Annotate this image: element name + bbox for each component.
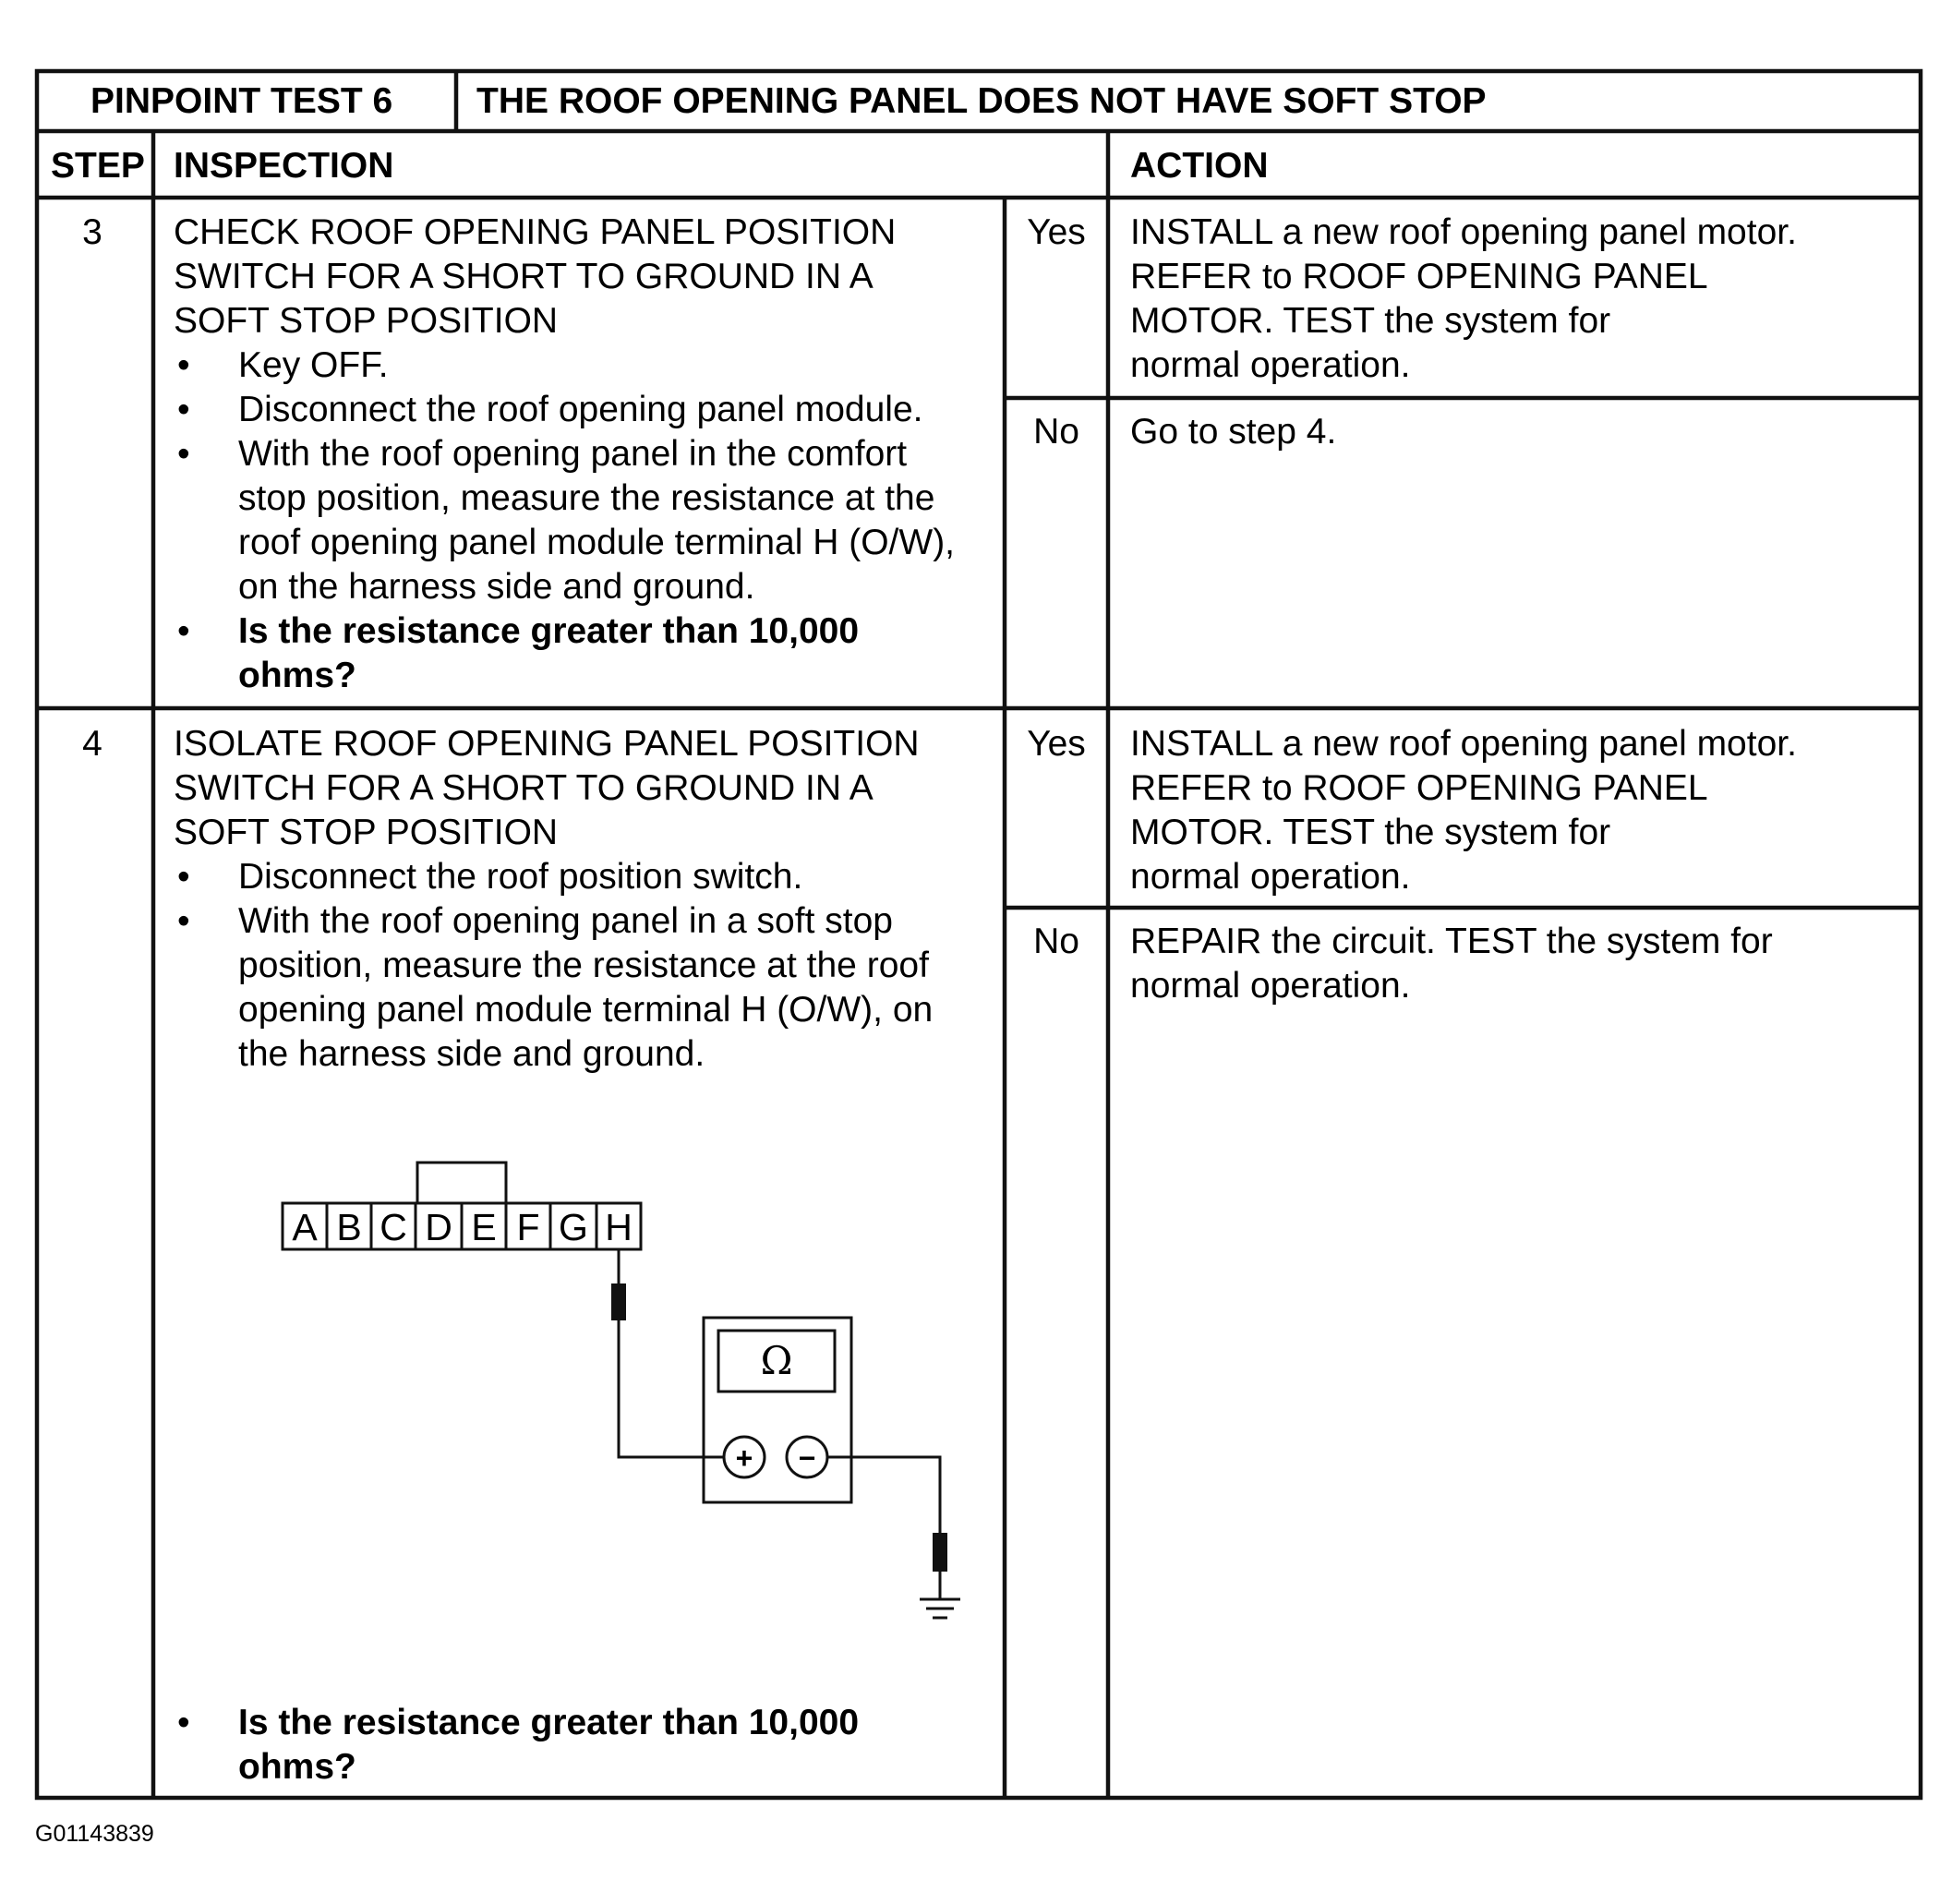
action-line: normal operation. [1130,966,1411,1006]
bullet-text: Disconnect the roof opening panel module. [238,390,923,429]
pin-g-label: G [559,1206,588,1248]
connector-pin-dividers [327,1203,596,1249]
pin-f-label: F [516,1206,540,1248]
bullet-dot: • [177,611,190,651]
answer-no: No [1033,412,1079,452]
bullet-dot: • [177,1703,190,1742]
step-title-line: CHECK ROOF OPENING PANEL POSITION [174,212,897,252]
bullet-dot: • [177,434,190,474]
step-title-line: SWITCH FOR A SHORT TO GROUND IN A [174,257,874,296]
bullet-text: opening panel module terminal H (O/W), on [238,990,934,1030]
bullet-text: stop position, measure the resistance at the [238,478,935,518]
bullet-text: position, measure the resistance at the roof [238,946,929,985]
action-line: INSTALL a new roof opening panel motor. [1130,724,1797,764]
step-3-row [82,212,1797,695]
connector-latch [417,1163,506,1203]
step-title-line: SOFT STOP POSITION [174,301,559,341]
action-line: MOTOR. TEST the system for [1130,301,1611,341]
step-title-line: SWITCH FOR A SHORT TO GROUND IN A [174,768,874,808]
ohm-icon: Ω [760,1338,793,1383]
action-line: REPAIR the circuit. TEST the system for [1130,922,1773,961]
bullet-text: With the roof opening panel in the comfort [238,434,908,474]
pin-b-label: B [336,1206,362,1248]
bullet-text: roof opening panel module terminal H (O/W), [238,523,956,562]
pin-h-label: H [605,1206,633,1248]
test-diagram [283,1163,960,1618]
lead-wire-positive [619,1320,724,1457]
bullet-text: Key OFF. [238,345,389,385]
step-number: 3 [82,212,102,252]
probe-tip-positive [611,1283,626,1320]
action-line: INSTALL a new roof opening panel motor. [1130,212,1797,252]
answer-yes: Yes [1027,212,1086,252]
question-text: Is the resistance greater than 10,000 [238,611,860,651]
step-title-line: ISOLATE ROOF OPENING PANEL POSITION [174,724,920,764]
answer-yes: Yes [1027,724,1086,764]
question-text: Is the resistance greater than 10,000 [238,1703,860,1742]
action-line: normal operation. [1130,857,1411,897]
probe-tip-negative [933,1533,947,1572]
action-line: REFER to ROOF OPENING PANEL [1130,768,1708,808]
bullet-dot: • [177,390,190,429]
column-action: ACTION [1130,146,1269,186]
step-number: 4 [82,724,102,764]
bullet-dot: • [177,345,190,385]
test-label: PINPOINT TEST 6 [90,81,393,121]
bullet-text: With the roof opening panel in a soft stop [238,901,893,941]
step-4-row [82,724,1797,1787]
pin-d-label: D [425,1206,452,1248]
bullet-dot: • [177,857,190,897]
minus-icon: − [798,1441,816,1475]
column-step: STEP [51,146,145,186]
bullet-text: on the harness side and ground. [238,567,755,607]
bullet-text: Disconnect the roof position switch. [238,857,803,897]
plus-icon: + [735,1441,753,1475]
pin-a-label: A [292,1206,318,1248]
action-line: normal operation. [1130,345,1411,385]
lead-wire-negative [827,1457,940,1533]
action-line: REFER to ROOF OPENING PANEL [1130,257,1708,296]
answer-no: No [1033,922,1079,961]
question-text: ohms? [238,656,356,695]
pin-c-label: C [380,1206,407,1248]
column-inspection: INSPECTION [174,146,394,186]
step-title-line: SOFT STOP POSITION [174,813,559,852]
question-text: ohms? [238,1747,356,1787]
action-line: MOTOR. TEST the system for [1130,813,1611,852]
bullet-dot: • [177,901,190,941]
pin-e-label: E [471,1206,497,1248]
action-line: Go to step 4. [1130,412,1337,452]
bullet-text: the harness side and ground. [238,1034,705,1074]
ground-icon [920,1599,960,1618]
test-title: THE ROOF OPENING PANEL DOES NOT HAVE SOFT STOP [476,81,1487,121]
figure-id: G01143839 [35,1821,154,1847]
